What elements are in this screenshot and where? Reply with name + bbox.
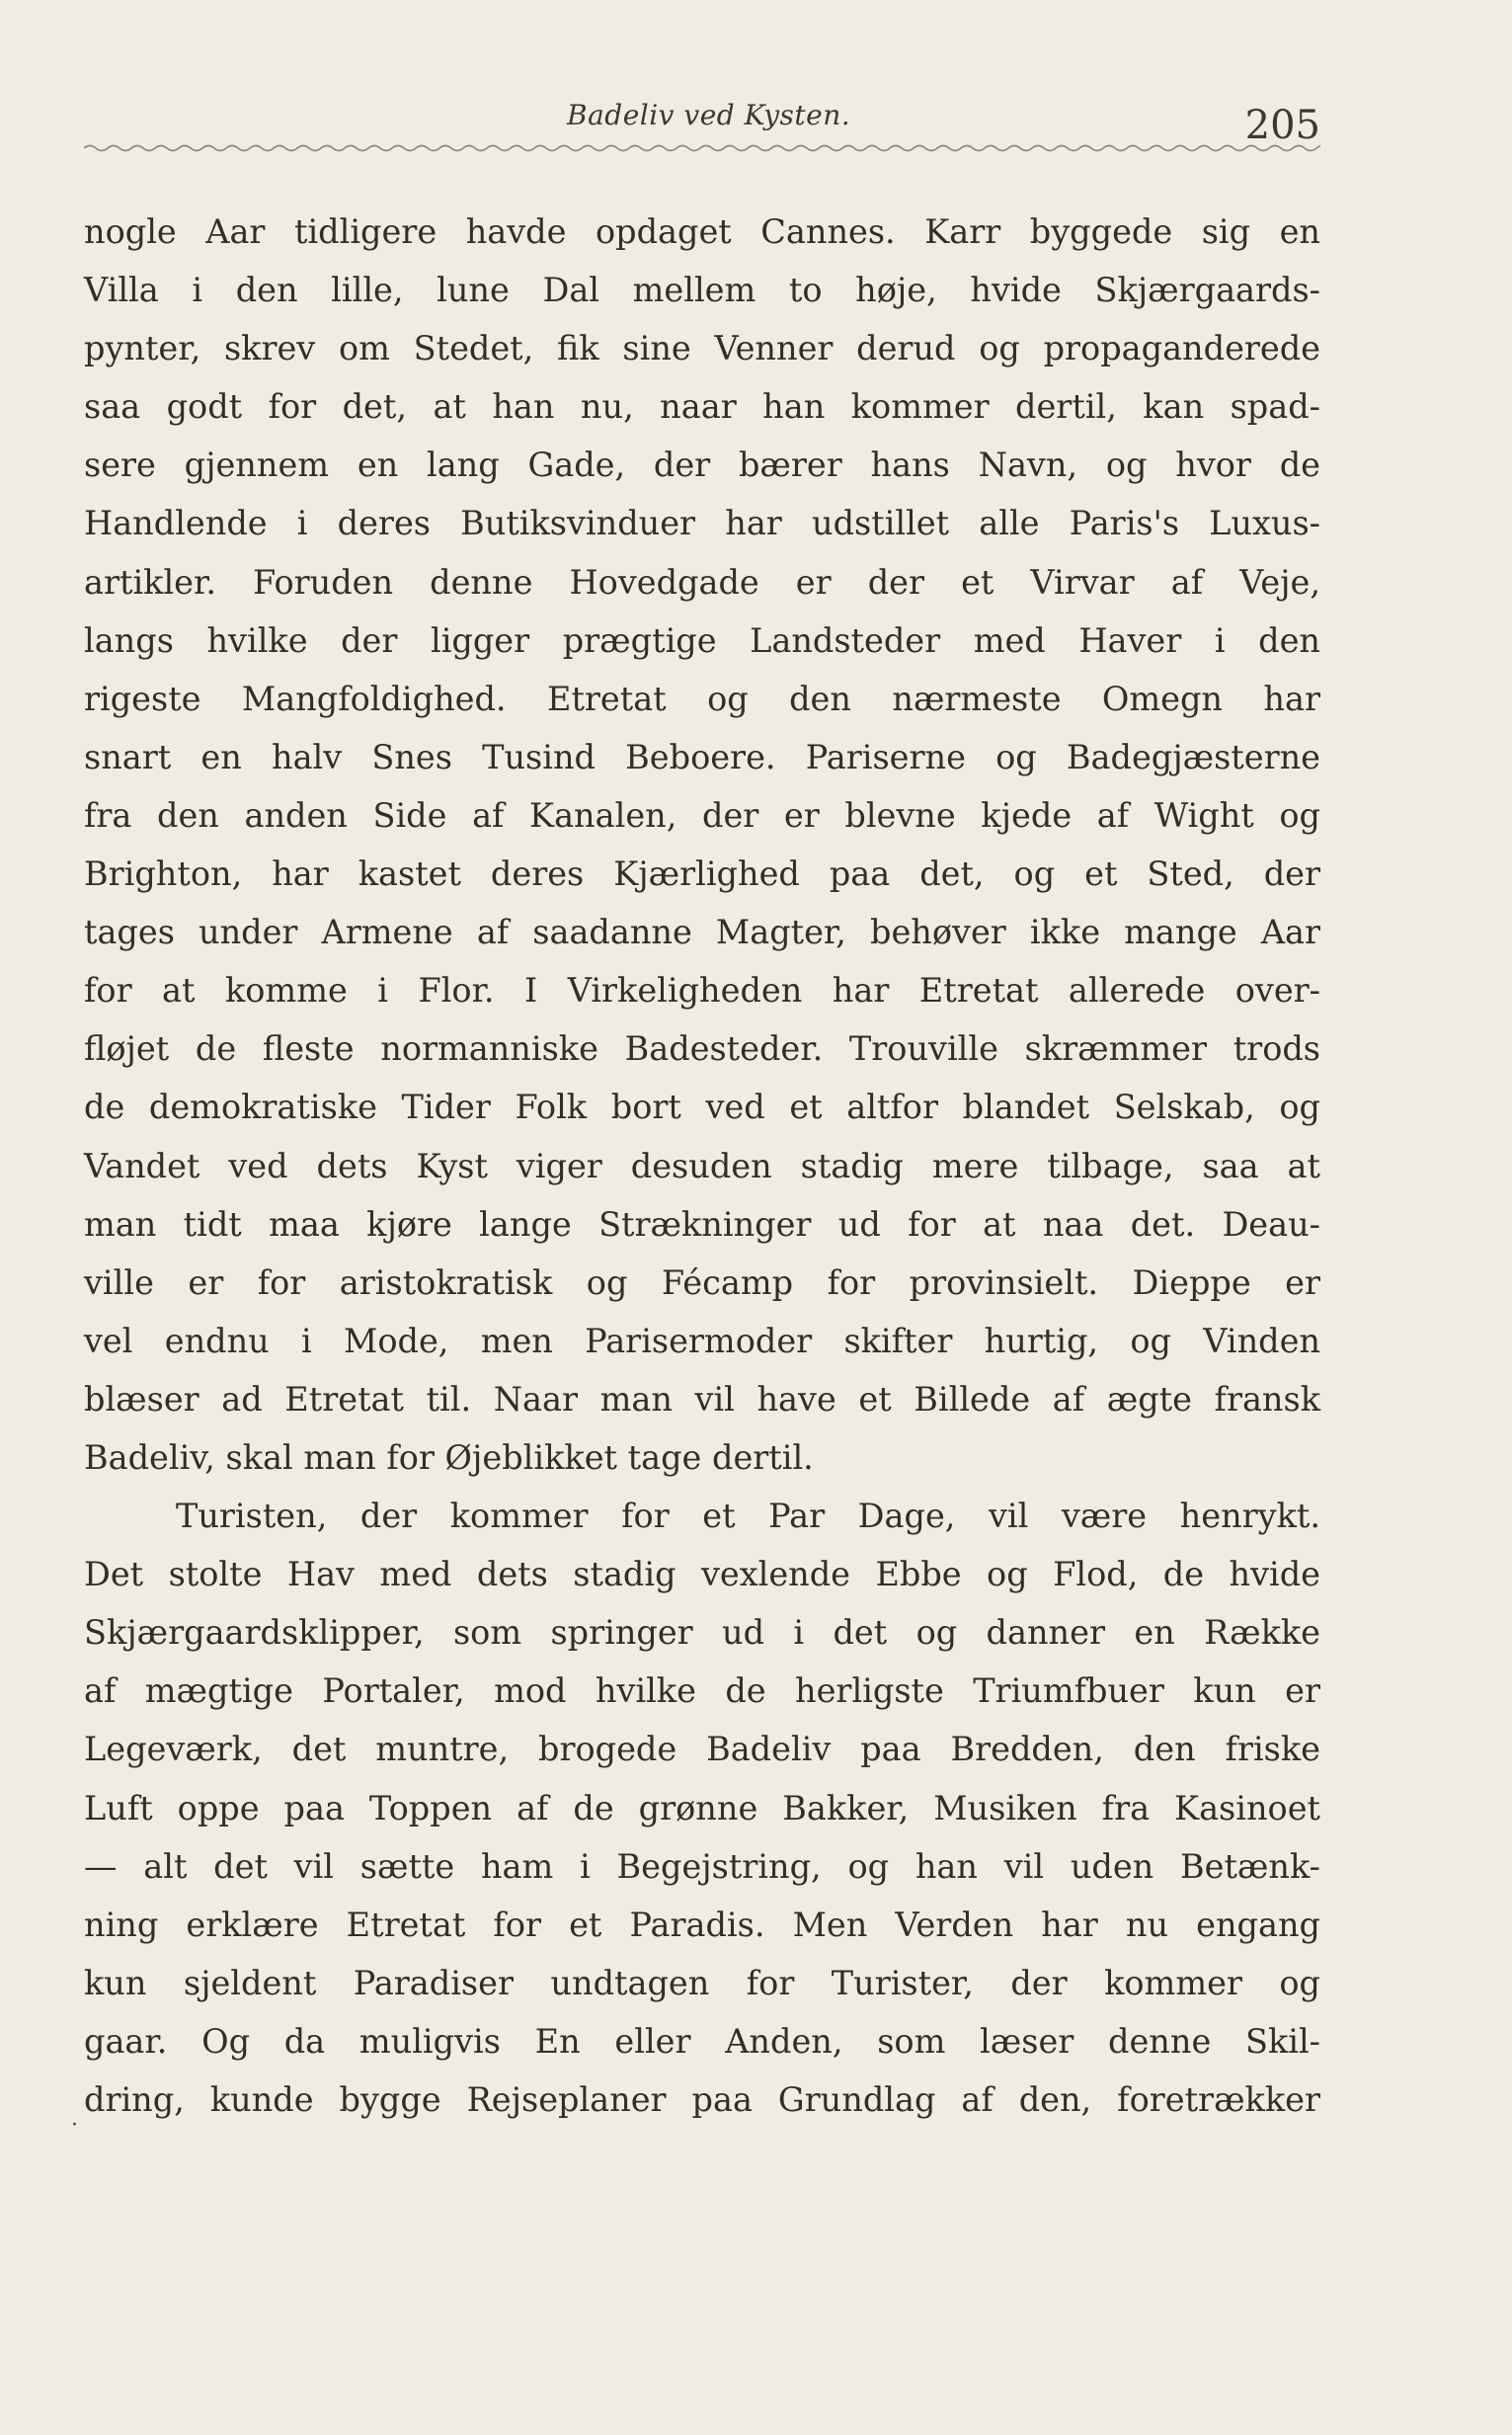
text-line: Det stolte Hav med dets stadig vexlende Ebbe og Flod, de hvide bbox=[84, 1555, 1320, 1594]
text-line: ville er for aristokratisk og Fécamp for provinsielt. Dieppe er bbox=[84, 1262, 1320, 1302]
body-text bbox=[84, 203, 1320, 2129]
text-line: rigeste Mangfoldighed. Etretat og den nærmeste Omegn har bbox=[84, 679, 1320, 718]
text-line: snart en halv Snes Tusind Beboere. Pariserne og Badegjæsterne bbox=[84, 737, 1320, 776]
text-line: Handlende i deres Butiksvinduer har udstillet alle Paris's Luxus- bbox=[84, 504, 1320, 543]
text-line: vel endnu i Mode, men Parisermoder skifter hurtig, og Vinden bbox=[84, 1321, 1320, 1360]
text-line: ning erklære Etretat for et Paradis. Men Verden har nu engang bbox=[84, 1905, 1320, 1944]
text-line: de demokratiske Tider Folk bort ved et altfor blandet Selskab, og bbox=[84, 1088, 1320, 1127]
text-line: blæser ad Etretat til. Naar man vil have et Billede af ægte fransk bbox=[84, 1379, 1320, 1419]
running-title: Badeliv ved Kysten. bbox=[567, 99, 851, 131]
text-line: Turisten, der kommer for et Par Dage, vil være henrykt. bbox=[176, 1497, 1320, 1536]
decorative-wavy-rule bbox=[84, 142, 1320, 154]
text-line: dring, kunde bygge Rejseplaner paa Grundlag af den, foretrækker bbox=[84, 2080, 1320, 2119]
text-line: Legeværk, det muntre, brogede Badeliv paa Bredden, den friske bbox=[84, 1730, 1320, 1769]
text-line: saa godt for det, at han nu, naar han kommer dertil, kan spad- bbox=[84, 387, 1320, 427]
text-line: sere gjennem en lang Gade, der bærer hans Navn, og hvor de bbox=[84, 446, 1320, 485]
text-line: Luft oppe paa Toppen af de grønne Bakker, Musiken fra Kasinoet bbox=[84, 1788, 1320, 1827]
text-line: artikler. Foruden denne Hovedgade er der et Virvar af Veje, bbox=[84, 562, 1320, 602]
text-line: Vandet ved dets Kyst viger desuden stadig mere tilbage, saa at bbox=[84, 1146, 1320, 1185]
text-line: man tidt maa kjøre lange Strækninger ud for at naa det. Deau- bbox=[84, 1204, 1320, 1244]
text-line: kun sjeldent Paradiser undtagen for Turister, der kommer og bbox=[84, 1963, 1320, 2002]
text-line: fra den anden Side af Kanalen, der er blevne kjede af Wight og bbox=[84, 795, 1320, 835]
text-line: gaar. Og da muligvis En eller Anden, som læser denne Skil- bbox=[84, 2021, 1320, 2061]
text-line: fløjet de fleste normanniske Badesteder. Trouville skræmmer trods bbox=[84, 1029, 1320, 1069]
text-line: Villa i den lille, lune Dal mellem to høje, hvide Skjærgaards- bbox=[84, 271, 1320, 310]
text-line: pynter, skrev om Stedet, fik sine Venner derud og propaganderede bbox=[84, 329, 1320, 368]
page-header bbox=[84, 99, 1320, 158]
text-line: nogle Aar tidligere havde opdaget Cannes. Karr byggede sig en bbox=[84, 212, 1320, 251]
text-line: Brighton, har kastet deres Kjærlighed paa det, og et Sted, der bbox=[84, 854, 1320, 894]
text-line: for at komme i Flor. I Virkeligheden har Etretat allerede over- bbox=[84, 971, 1320, 1011]
text-line: Skjærgaardsklipper, som springer ud i det og danner en Række bbox=[84, 1613, 1320, 1653]
text-line: — alt det vil sætte ham i Begejstring, og han vil uden Betænk- bbox=[84, 1846, 1320, 1886]
text-line: Badeliv, skal man for Øjeblikket tage dertil. bbox=[84, 1437, 814, 1477]
text-line: langs hvilke der ligger prægtige Landsteder med Haver i den bbox=[84, 620, 1320, 660]
text-line: af mægtige Portaler, mod hvilke de herligste Triumfbuer kun er bbox=[84, 1671, 1320, 1711]
text-line: tages under Armene af saadanne Magter, behøver ikke mange Aar bbox=[84, 913, 1320, 952]
page-number: 205 bbox=[1244, 103, 1320, 148]
margin-mark: · bbox=[71, 2113, 78, 2138]
